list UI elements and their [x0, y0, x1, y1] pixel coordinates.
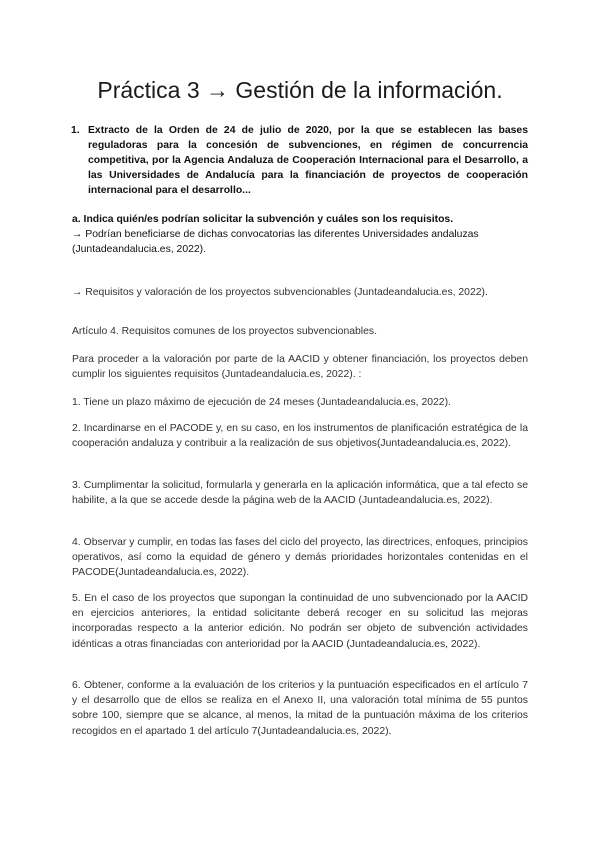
requirements-heading: → Requisitos y valoración de los proyectos subvencionables (Juntadeandalucia.es, 2022). [72, 287, 488, 298]
list-number: 1. [71, 125, 80, 136]
list-item-text: Extracto de la Orden de 24 de julio de 2020, por la que se establecen las bases reguladoras para la concesión de subvenciones, en régimen de concurrencia competitiva, por la Agencia Andaluza de Cooperación Internacional para el Desarrollo, a las Universidades de Andalucía para la financiación de proyectos de cooperación internacional para el desarrollo... [88, 125, 528, 196]
requirement-1: 1. Tiene un plazo máximo de ejecución de 24 meses (Juntadeandalucia.es, 2022). [72, 397, 451, 408]
page-title: Práctica 3 → Gestión de la información. [97, 77, 503, 103]
article-title: Artículo 4. Requisitos comunes de los proyectos subvencionables. [72, 326, 377, 337]
requirement-2: 2. Incardinarse en el PACODE y, en su caso, en los instrumentos de planificación estratégica de la cooperación andaluza y contribuir a la realización de sus objetivos(Juntadeandalucia.es, 2022). [72, 423, 528, 450]
intro-paragraph: Para proceder a la valoración por parte de la AACID y obtener financiación, los proyectos deben cumplir los siguientes requisitos (Juntadeandalucia.es, 2022). : [72, 354, 528, 381]
requirement-5: 5. En el caso de los proyectos que supongan la continuidad de uno subvencionado por la AACID en ejercicios anteriores, la entidad solicitante deberá recoger en su solicitud las mejoras incorporadas respecto a la anterior edición. No podrán ser objeto de subvención actividades idénticas a otras financiadas con anterioridad por la AACID (Juntadeandalucia.es, 2022). [72, 593, 528, 650]
question-a: a. Indica quién/es podrían solicitar la subvención y cuáles son los requisitos. [72, 214, 454, 225]
requirement-6: 6. Obtener, conforme a la evaluación de los criterios y la puntuación especificados en el artículo 7 y el desarrollo que de ellos se realiza en el Anexo II, una valoración total mínima de 55 puntos sobre 100, siempre que se alcance, al menos, la mitad de la puntuación máxima de los criterios recogidos en el apartado 1 del artículo 7(Juntadeandalucia.es, 2022). [72, 680, 528, 737]
requirement-4: 4. Observar y cumplir, en todas las fases del ciclo del proyecto, las directrices, enfoques, principios operativos, así como la equidad de género y demás prioridades horizontales contenidas en el PACODE(Juntadeandalucia.es, 2022). [72, 537, 528, 579]
ordered-list-item [71, 123, 528, 198]
answer-a: → Podrían beneficiarse de dichas convocatorias las diferentes Universidades andaluzas (Juntadeandalucia.es, 2022). [72, 229, 479, 255]
requirement-3: 3. Cumplimentar la solicitud, formularla y generarla en la aplicación informática, que a tal efecto se habilite, a la que se accede desde la página web de la AACID (Juntadeandalucia.es, 2022). [72, 480, 528, 507]
question-block [72, 212, 528, 257]
